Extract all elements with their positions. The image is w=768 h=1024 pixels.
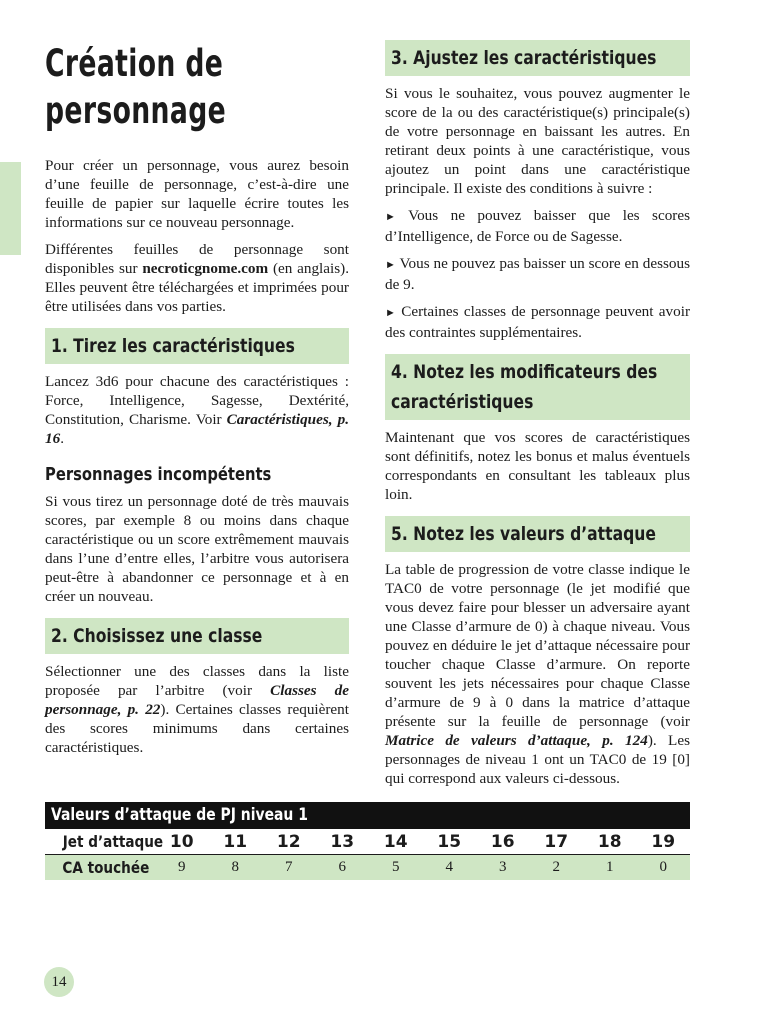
- intro-paragraph-2: [45, 240, 349, 316]
- table-cell: 4: [445, 859, 453, 875]
- right-column: [385, 40, 690, 796]
- section-heading-5: [385, 516, 690, 552]
- website-link[interactable]: necroticgnome.com: [142, 260, 269, 277]
- bullet-item: [385, 302, 690, 342]
- table-cell: 9: [178, 859, 186, 875]
- table-cell: 3: [499, 859, 507, 875]
- row-label-text: CA touchée: [62, 858, 149, 877]
- section-heading-1: [45, 328, 349, 364]
- table-cell: 13: [330, 831, 355, 852]
- section-5-text-end: ). Les personnages de niveau 1 ont un TAC0 de 19 [0] qui correspond aux valeurs ci-dessous.: [385, 732, 690, 787]
- title-line-2: personnage: [45, 89, 227, 132]
- table-cell: 19: [651, 831, 676, 852]
- row-cells: [155, 859, 690, 876]
- section-2-reference[interactable]: Classes de personnage, p. 22: [45, 682, 349, 718]
- incompetent-paragraph: Si vous tirez un personnage doté de très mauvais scores, par exemple 8 ou moins dans chaque caractéristique ou un score extrêmement mauvais dans l’une d’entre elles, l’arbitre vous autorisera peut-être à abandonner ce personnage et à en créer un nouveau.: [45, 493, 349, 605]
- row-label-text: Jet d’attaque: [62, 832, 164, 851]
- table-row-attack-roll: [45, 829, 690, 855]
- page-number: 14: [44, 967, 74, 997]
- bullet-text: Vous ne pouvez baisser que les scores d’Intelligence, de Force ou de Sagesse.: [385, 207, 690, 245]
- table-cell: 12: [276, 831, 301, 852]
- left-column: [45, 40, 349, 765]
- table-cell: 17: [544, 831, 569, 852]
- attack-values-table: [45, 802, 690, 880]
- bullet-text: Vous ne pouvez pas baisser un score en dessous de 9.: [385, 255, 690, 293]
- section-2-text-end: ). Certaines classes requièrent des scores minimums dans certaines caractéristiques.: [45, 701, 349, 756]
- table-cell: 8: [231, 859, 239, 875]
- table-cell: 10: [169, 831, 194, 852]
- table-cell: 7: [285, 859, 293, 875]
- table-cell: 1: [606, 859, 614, 875]
- row-cells: [155, 832, 690, 852]
- table-cell: 15: [437, 831, 462, 852]
- section-4-paragraph: Maintenant que vos scores de caractéristiques sont définitifs, notez les bonus et malus éventuels correspondants en consultant les tableaux plus loin.: [385, 429, 690, 503]
- intro-paragraph-1: Pour créer un personnage, vous aurez besoin d’une feuille de personnage, c’est-à-dire une feuille de papier sur laquelle écrire toutes les informations sur ce nouveau personnage.: [45, 157, 349, 231]
- section-3-paragraph: Si vous le souhaitez, vous pouvez augmenter le score de la ou des caractéristique(s) principale(s) de votre personnage en baissant les autres. En retirant deux points à une caractéristique, vous ajoutez un point dans une caractéristique principale. Il existe des conditions à suivre :: [385, 85, 690, 197]
- section-5-reference[interactable]: Matrice de valeurs d’attaque, p. 124: [385, 732, 648, 749]
- section-heading-4-text: 4. Notez les modificateurs des caractéristiques: [391, 361, 658, 413]
- bullet-text: Certaines classes de personnage peuvent avoir des contraintes supplémentaires.: [385, 303, 691, 341]
- section-heading-2: [45, 618, 349, 654]
- section-2-text: Sélectionner une des classes dans la liste proposée par l’arbitre (voir: [45, 663, 349, 699]
- table-cell: 16: [490, 831, 515, 852]
- bullet-list: [385, 206, 690, 342]
- row-label-attack-roll: [45, 832, 164, 851]
- table-cell: 2: [552, 859, 560, 875]
- section-5-paragraph: [385, 560, 690, 788]
- bullet-arrow-icon: ►: [385, 211, 396, 223]
- page-title: [45, 40, 355, 134]
- table-row-armor-class: [45, 855, 690, 880]
- table-cell: 18: [597, 831, 622, 852]
- section-1-text: Lancez 3d6 pour chacune des caractéristiques : Force, Intelligence, Sagesse, Dextérité, Constitution, Charisme. Voir: [45, 373, 349, 428]
- table-title: [45, 802, 690, 829]
- section-1-reference[interactable]: Caractéristiques, p. 16: [45, 411, 349, 447]
- row-label-armor-class: [45, 858, 155, 877]
- section-2-paragraph: [45, 662, 349, 757]
- section-1-text-end: .: [60, 430, 64, 447]
- table-cell: 5: [392, 859, 400, 875]
- chapter-side-tab: [0, 162, 21, 255]
- table-cell: 0: [659, 859, 667, 875]
- subheading-incompetent-text: Personnages incompétents: [45, 464, 272, 485]
- table-title-text: Valeurs d’attaque de PJ niveau 1: [51, 805, 308, 825]
- section-heading-2-text: 2. Choisissez une classe: [51, 625, 263, 647]
- table-cell: 14: [383, 831, 408, 852]
- intro-text-end: (en anglais). Elles peuvent être téléchargées et imprimées pour être utilisées dans vos parties.: [45, 260, 349, 315]
- section-heading-1-text: 1. Tirez les caractéristiques: [51, 335, 295, 357]
- section-heading-3-text: 3. Ajustez les caractéristiques: [391, 47, 657, 69]
- section-heading-4: [385, 354, 690, 420]
- section-heading-5-text: 5. Notez les valeurs d’attaque: [391, 523, 656, 545]
- section-heading-3: [385, 40, 690, 76]
- bullet-arrow-icon: ►: [385, 259, 396, 271]
- section-1-paragraph: [45, 372, 349, 448]
- bullet-item: [385, 254, 690, 294]
- section-5-text: La table de progression de votre classe indique le TAC0 de votre personnage (le jet modifié que vous devez faire pour blesser un adversaire ayant une Classe d’armure de 0) à chaque niveau. Vous pouvez en déduire le jet d’attaque nécessaire pour toucher chaque Classe d’armure. On reporte souvent les jets nécessaires pour chaque Classe d’armure de 9 à 0 dans la matrice d’attaque présente sur la feuille de personnage (voir: [385, 561, 690, 730]
- table-cell: 6: [338, 859, 346, 875]
- subheading-incompetent: [45, 462, 349, 488]
- table-cell: 11: [223, 831, 248, 852]
- bullet-item: [385, 206, 690, 246]
- intro-text: Différentes feuilles de personnage sont disponibles sur: [45, 241, 349, 277]
- title-line-1: Création de: [45, 42, 224, 85]
- bullet-arrow-icon: ►: [385, 307, 396, 319]
